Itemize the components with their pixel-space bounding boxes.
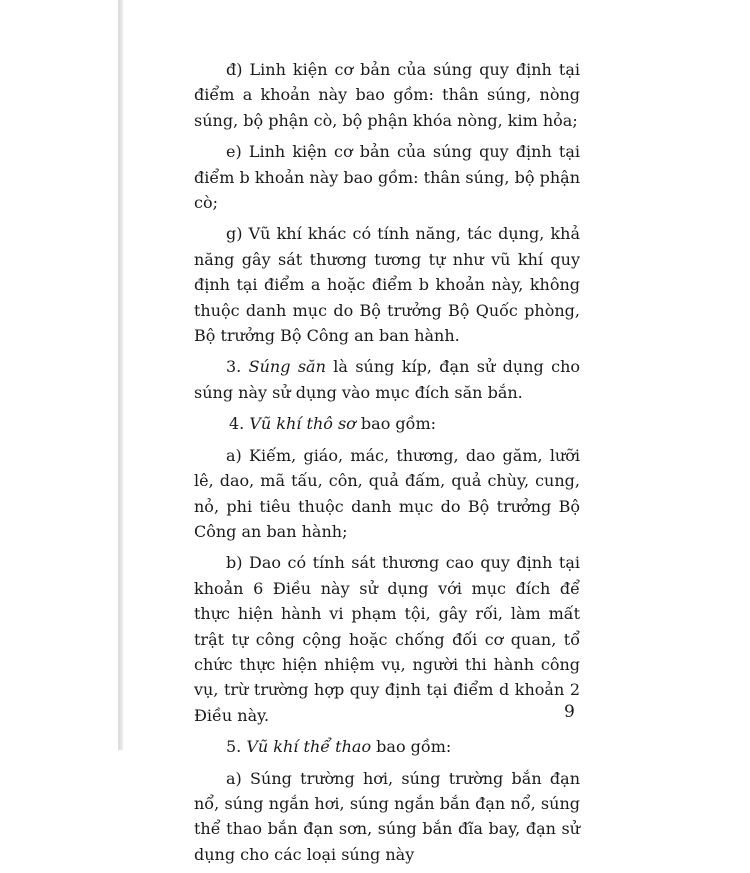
item-4-term: Vũ khí thô sơ	[249, 414, 356, 434]
item-3-text: là súng kíp, đạn sử dụng cho súng này sử dụng vào mục đích săn bắn.	[194, 357, 581, 402]
paragraph-e	[194, 139, 580, 215]
item-4-text: bao gồm:	[360, 414, 436, 434]
paragraph-d-text: đ) Linh kiện cơ bản của súng quy định tại điểm a khoản này bao gồm: thân súng, nòng súng, bộ phận cò, bộ phận khóa nòng, kim hỏa;	[194, 60, 580, 130]
item-4-b-text: b) Dao có tính sát thương cao quy định tại khoản 6 Điều này sử dụng với mục đích để thực hiện hành vi phạm tội, gây rối, làm mất trật tự công cộng hoặc chống đối cơ quan, tổ chức thực hiện nhiệm vụ, người thi hành công vụ, trừ trường hợp quy định tại điểm d khoản 2 Điều này.	[194, 553, 580, 725]
item-5-a-text: a) Súng trường hơi, súng trường bắn đạn nổ, súng ngắn hơi, súng ngắn bắn đạn nổ, súng thể thao bắn đạn sơn, súng bắn đĩa bay, đạn sử dụng cho các loại súng này	[194, 768, 580, 864]
paragraph-d	[194, 57, 580, 133]
item-5-number: 5.	[226, 737, 242, 757]
paragraph-g-text: g) Vũ khí khác có tính năng, tác dụng, khả năng gây sát thương tương tự như vũ khí quy định tại điểm a hoặc điểm b khoản này, không thuộc danh mục do Bộ trưởng Bộ Quốc phòng, Bộ trưởng Bộ Công an ban hành.	[194, 224, 580, 346]
item-4-a-text: a) Kiếm, giáo, mác, thương, dao găm, lưỡi lê, dao, mã tấu, côn, quả đấm, quả chùy, cung, nỏ, phi tiêu thuộc danh mục do Bộ trưởng Bộ Công an ban hành;	[194, 445, 580, 541]
page-body-text	[194, 57, 580, 873]
item-3	[194, 354, 580, 405]
item-5-term: Vũ khí thể thao	[246, 737, 372, 757]
paragraph-g	[194, 221, 580, 348]
item-3-term: Súng săn	[248, 357, 326, 377]
item-5-text: bao gồm:	[376, 737, 452, 757]
item-4-number: 4.	[229, 414, 245, 434]
page-number: 9	[564, 702, 575, 722]
item-4	[194, 411, 580, 436]
item-5-a	[194, 766, 580, 868]
item-5	[194, 734, 580, 759]
item-4-a	[194, 443, 580, 545]
item-3-number: 3.	[226, 357, 242, 377]
paragraph-e-text: e) Linh kiện cơ bản của súng quy định tại điểm b khoản này bao gồm: thân súng, bộ phận cò;	[194, 142, 580, 213]
item-4-b	[194, 550, 580, 728]
